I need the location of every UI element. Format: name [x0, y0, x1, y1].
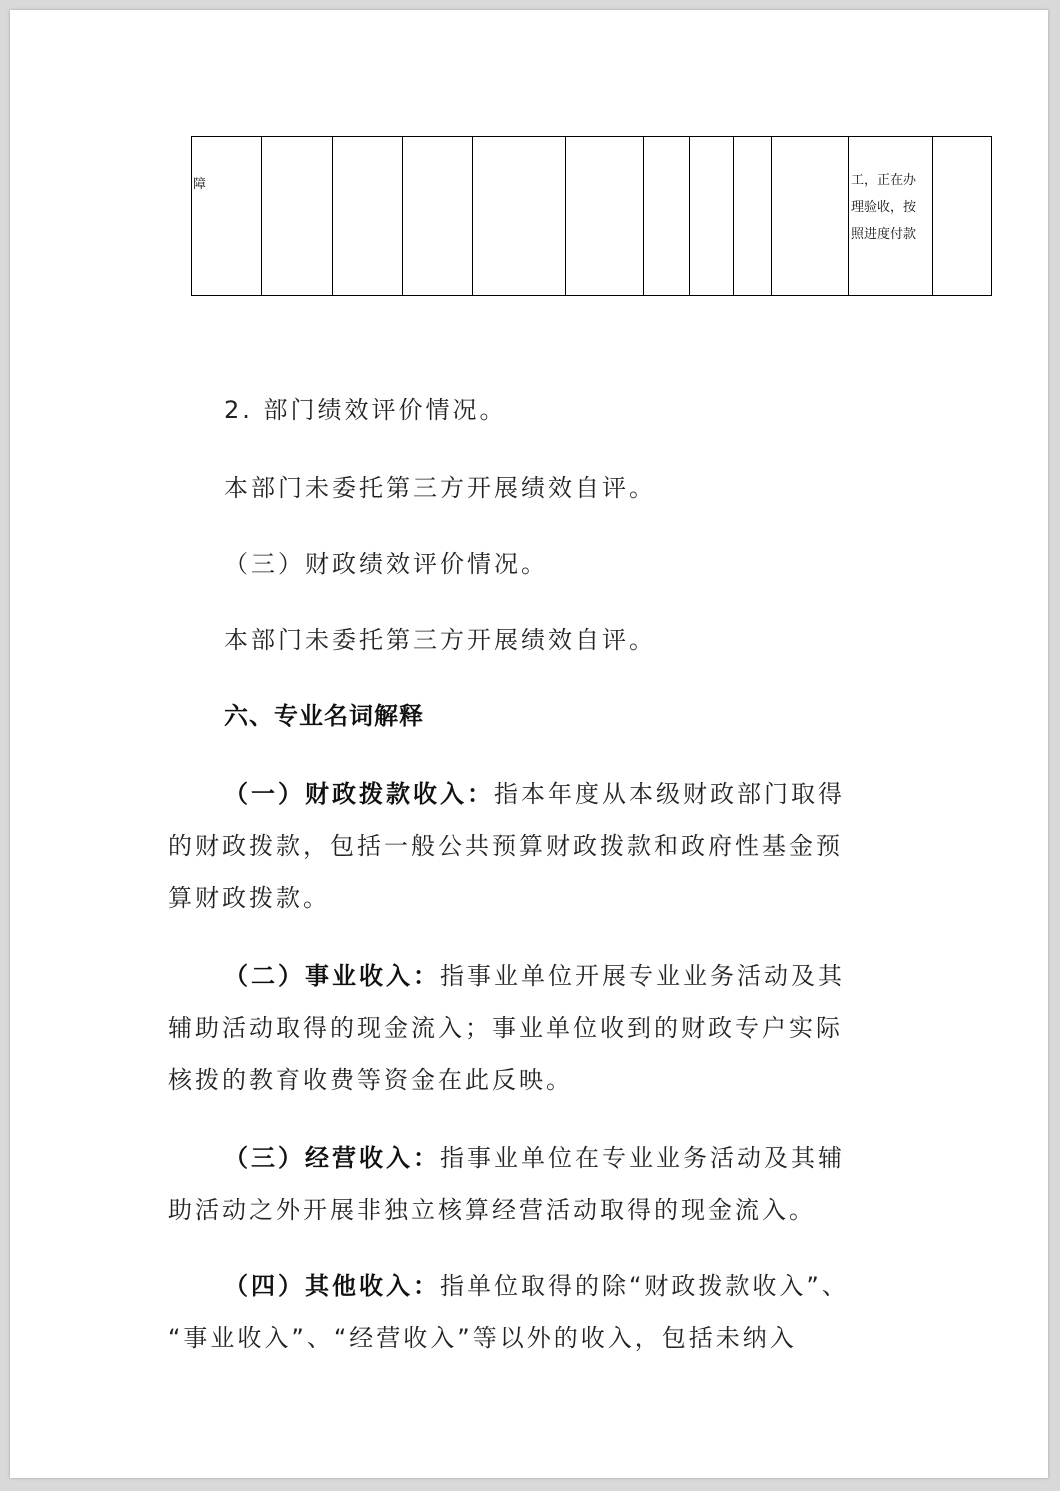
document-page — [10, 10, 1048, 1478]
definition-line: 助活动之外开展非独立核算经营活动取得的现金流入。 — [168, 1196, 816, 1224]
table-cell — [262, 137, 333, 296]
cell-text: 障 — [193, 177, 207, 192]
note-line: 理验收，按 — [851, 200, 917, 215]
table-cell — [772, 137, 849, 296]
definition-line: 核拨的教育收费等资金在此反映。 — [168, 1066, 573, 1094]
definition-line: 辅助活动取得的现金流入；事业单位收到的财政专户实际 — [168, 1014, 843, 1042]
table-cell — [849, 137, 933, 296]
definition-line: 算财政拨款。 — [168, 884, 330, 912]
definition-line: 的财政拨款，包括一般公共预算财政拨款和政府性基金预 — [168, 832, 843, 860]
table-cell — [473, 137, 566, 296]
table-cell — [566, 137, 644, 296]
table-cell — [690, 137, 734, 296]
note-line: 工，正在办 — [851, 173, 917, 188]
definition-line: （四）其他收入：指单位取得的除“财政拨款收入”、 — [224, 1272, 849, 1300]
table-cell — [644, 137, 690, 296]
definition-term: （四）其他收入： — [224, 1272, 440, 1300]
table-cell — [403, 137, 473, 296]
paragraph: 本部门未委托第三方开展绩效自评。 — [224, 474, 656, 502]
table-cell — [333, 137, 403, 296]
definition-line: （一）财政拨款收入：指本年度从本级财政部门取得 — [224, 780, 845, 808]
table-cell — [192, 137, 262, 296]
definition-term: （三）经营收入： — [224, 1144, 440, 1172]
table-cell — [734, 137, 772, 296]
definition-line: （二）事业收入：指事业单位开展专业业务活动及其 — [224, 962, 845, 990]
table-cell — [933, 137, 992, 296]
section-heading: 2. 部门绩效评价情况。 — [224, 396, 507, 424]
continued-table — [191, 136, 992, 296]
definition-line: “事业收入”、“经营收入”等以外的收入，包括未纳入 — [168, 1324, 797, 1352]
table-row — [192, 137, 992, 296]
definition-term: （二）事业收入： — [224, 962, 440, 990]
section-heading: （三）财政绩效评价情况。 — [224, 550, 548, 578]
section-heading: 六、专业名词解释 — [224, 702, 424, 730]
definition-term: （一）财政拨款收入： — [224, 780, 494, 808]
definition-line: （三）经营收入：指事业单位在专业业务活动及其辅 — [224, 1144, 845, 1172]
paragraph: 本部门未委托第三方开展绩效自评。 — [224, 626, 656, 654]
note-line: 照进度付款 — [851, 227, 917, 242]
